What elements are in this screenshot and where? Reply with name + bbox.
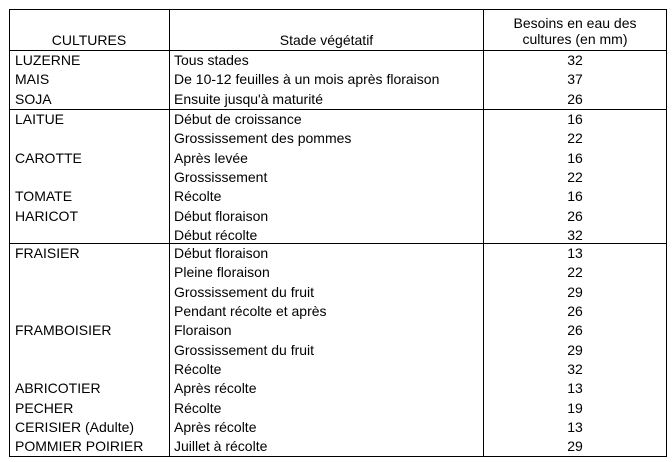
stage-cell: Pendant récolte et après — [174, 303, 327, 320]
value-cell: 32 — [567, 361, 583, 378]
value-cell: 16 — [567, 111, 583, 127]
value-cell: 19 — [567, 399, 583, 416]
stage-cell: Juillet à récolte — [174, 438, 268, 455]
stage-cell: Début floraison — [174, 207, 269, 224]
table-row — [10, 263, 666, 282]
stage-cell: De 10-12 feuilles à un mois après floraison — [174, 71, 440, 88]
stage-cell: Grossissement — [174, 169, 268, 186]
stage-cell: Floraison — [174, 322, 232, 339]
crop-cell: MAIS — [15, 71, 50, 88]
value-cell: 37 — [567, 71, 583, 88]
value-cell: 29 — [567, 283, 583, 300]
crop-cell: HARICOT — [15, 207, 78, 224]
crop-cell: POMMIER POIRIER — [15, 438, 144, 455]
stage-cell: Grossissement du fruit — [174, 283, 315, 300]
value-cell: 13 — [567, 419, 583, 436]
stage-cell: Après levée — [174, 149, 248, 166]
value-cell: 22 — [567, 130, 583, 147]
table-row — [10, 283, 666, 302]
crop-cell: CERISIER (Adulte) — [15, 419, 135, 436]
stage-cell: Début floraison — [174, 245, 269, 261]
crop-cell: LAITUE — [15, 111, 65, 127]
crop-cell: LUZERNE — [15, 52, 81, 68]
stage-cell: Récolte — [174, 361, 222, 378]
crop-cell: FRAMBOISIER — [15, 322, 112, 339]
crop-cell: ABRICOTIER — [15, 380, 101, 397]
value-cell: 32 — [567, 52, 583, 68]
stage-cell: Tous stades — [174, 52, 249, 68]
stage-cell: Après récolte — [174, 419, 257, 436]
table-row — [10, 379, 666, 398]
table-row — [10, 418, 666, 437]
stage-cell: Pleine floraison — [174, 264, 270, 281]
value-cell: 26 — [567, 207, 583, 224]
table-row — [10, 90, 666, 109]
group-field-crops — [10, 51, 666, 109]
value-cell: 32 — [567, 227, 583, 244]
stage-cell: Ensuite jusqu'à maturité — [174, 90, 323, 107]
group-vegetables — [10, 110, 666, 245]
header-cultures: CULTURES — [51, 32, 127, 48]
stage-cell: Après récolte — [174, 380, 257, 397]
value-cell: 29 — [567, 438, 583, 455]
table-row — [10, 129, 666, 148]
table-row — [10, 244, 666, 263]
table-row — [10, 187, 666, 206]
header-besoins-line2: cultures (en mm) — [522, 31, 628, 47]
stage-cell: Début récolte — [174, 227, 258, 244]
header-besoins-en-eau — [484, 15, 666, 47]
crop-cell: FRAISIER — [15, 245, 80, 261]
header-besoins-line1: Besoins en eau des — [513, 15, 637, 31]
water-needs-table — [9, 9, 667, 457]
value-cell: 13 — [567, 380, 583, 397]
table-row — [10, 70, 666, 89]
stage-cell: Début de croissance — [174, 111, 302, 127]
stage-cell: Récolte — [174, 188, 222, 205]
stage-cell: Grossissement des pommes — [174, 130, 352, 147]
table-row — [10, 51, 666, 70]
crop-cell: CAROTTE — [15, 149, 82, 166]
table-row — [10, 399, 666, 418]
value-cell: 29 — [567, 341, 583, 358]
table-row — [10, 321, 666, 340]
table-row — [10, 360, 666, 379]
table-row — [10, 168, 666, 187]
value-cell: 16 — [567, 149, 583, 166]
crop-cell: TOMATE — [15, 188, 73, 205]
crop-cell: SOJA — [15, 90, 52, 107]
value-cell: 16 — [567, 188, 583, 205]
value-cell: 22 — [567, 169, 583, 186]
table-row — [10, 341, 666, 360]
stage-cell: Récolte — [174, 399, 222, 416]
table-row — [10, 302, 666, 321]
header-stade-vegetatif: Stade végétatif — [279, 32, 374, 48]
value-cell: 13 — [567, 245, 583, 261]
crop-cell: PECHER — [15, 399, 74, 416]
table-row — [10, 437, 666, 456]
value-cell: 26 — [567, 303, 583, 320]
group-fruit-crops — [10, 244, 666, 457]
stage-cell: Grossissement du fruit — [174, 341, 315, 358]
value-cell: 26 — [567, 322, 583, 339]
table-row — [10, 207, 666, 226]
value-cell: 22 — [567, 264, 583, 281]
table-row — [10, 149, 666, 168]
value-cell: 26 — [567, 90, 583, 107]
table-row — [10, 226, 666, 245]
table-row — [10, 110, 666, 129]
